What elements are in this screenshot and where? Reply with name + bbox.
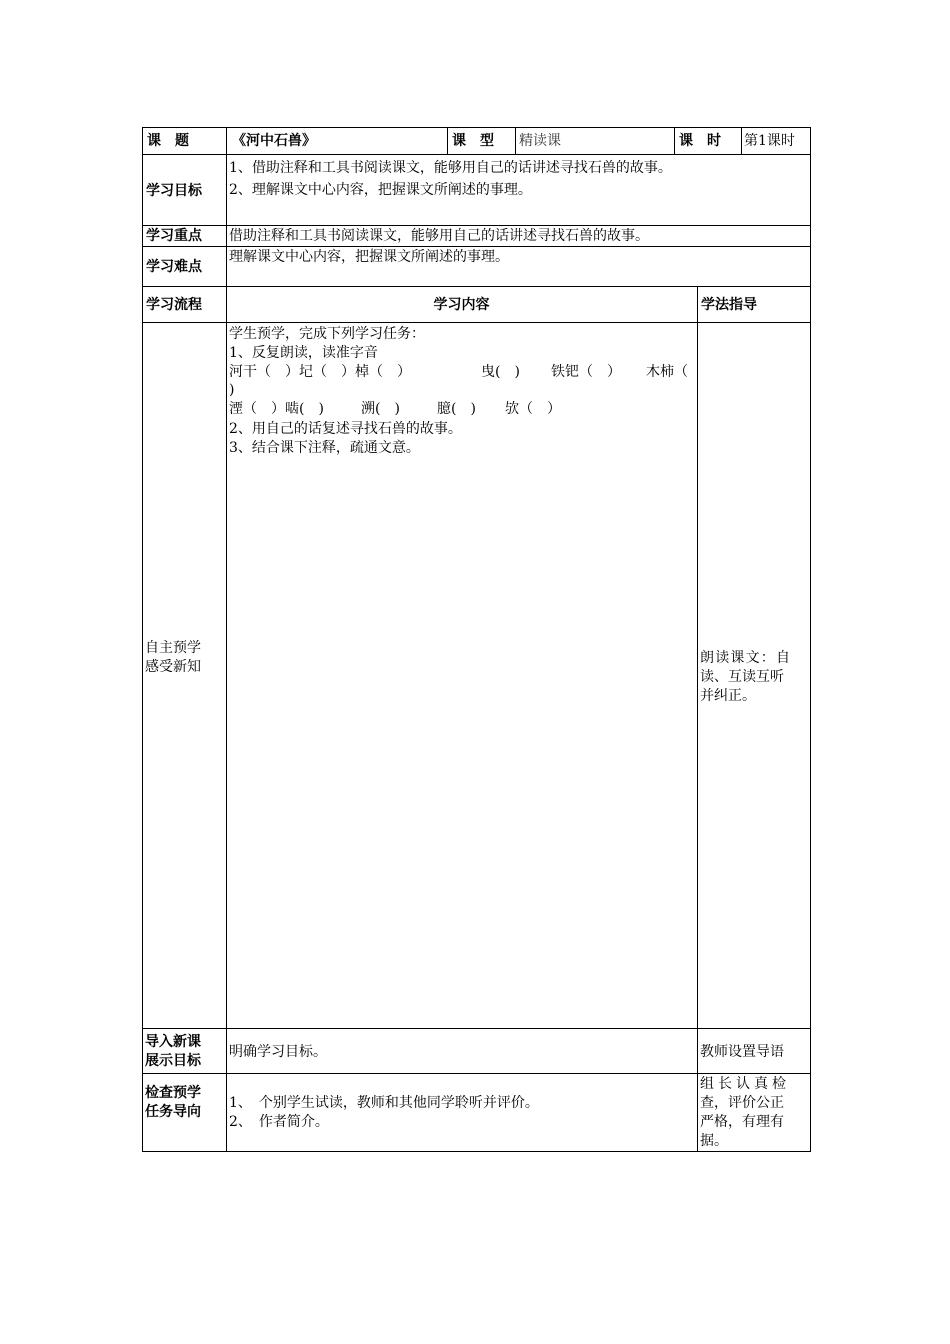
difficulty-text: 理解课文中心内容，把握课文所阐述的事理。 [229, 249, 509, 265]
row2-process-line-1: 导入新课 [145, 1034, 201, 1050]
ke-shi-value: 第1课时 [744, 133, 795, 149]
vline [741, 127, 742, 155]
vline [697, 286, 698, 1152]
pron-item: 欤（ ） [505, 401, 561, 417]
ke-shi-label: 课 时 [679, 133, 721, 149]
hline [142, 246, 811, 247]
row3-content-line-2: 2、 作者简介。 [229, 1114, 329, 1130]
pron-item: 铁钯（ ） [551, 364, 621, 380]
row3-process-line-2: 任务导向 [145, 1104, 201, 1120]
row1-guide-line-2: 读、互读互听 [700, 669, 784, 685]
row1-process-line-2: 感受新知 [145, 659, 201, 675]
row2-process-line-2: 展示目标 [145, 1053, 201, 1069]
column-process: 学习流程 [146, 297, 202, 313]
ke-xing-label: 课 型 [452, 133, 494, 149]
hline [142, 1073, 811, 1074]
goal-line-2: 2、理解课文中心内容，把握课文所阐述的事理。 [229, 182, 532, 198]
column-guide: 学法指导 [701, 297, 757, 313]
row1-process-line-1: 自主预学 [145, 640, 201, 656]
pronunciation-row-2 [229, 400, 695, 419]
vline [447, 127, 448, 155]
hline [142, 225, 811, 226]
row3-guide-line-1: 组长认真检 [700, 1076, 790, 1092]
ke-ti-label: 课 题 [147, 133, 189, 149]
hline [142, 127, 811, 128]
row3-process-line-1: 检查预学 [145, 1085, 201, 1101]
row3-guide-line-3: 严格，有理有 [700, 1114, 784, 1130]
hline [142, 1028, 811, 1029]
ke-xing-value: 精读课 [519, 133, 561, 149]
focus-label: 学习重点 [146, 228, 202, 244]
hline [142, 1151, 811, 1152]
row1-guide-line-1: 朗读课文：自 [700, 650, 792, 666]
pron-item: 河干（ ）圮（ ）棹（ ） [229, 364, 411, 380]
vline [515, 127, 516, 155]
row1-content-line-4: ) [229, 382, 235, 398]
pron-item: 木柿（ [646, 364, 688, 380]
pron-item: 湮（ ）啮( ) [229, 401, 324, 417]
row1-content-line-2: 1、反复朗读，读准字音 [229, 345, 378, 361]
vline [674, 127, 675, 155]
row2-guide-line-1: 教师设置导语 [700, 1044, 784, 1060]
row1-guide-line-3: 并纠正。 [700, 688, 756, 704]
column-content: 学习内容 [433, 297, 490, 313]
row3-content-line-1: 1、 个别学生试读，教师和其他同学聆听并评价。 [229, 1095, 539, 1111]
hline [142, 286, 811, 287]
row1-content-line-7: 3、结合课下注释，疏通文意。 [229, 440, 420, 456]
vline [226, 127, 227, 1152]
pron-item: 臆( ) [437, 401, 476, 417]
goals-label: 学习目标 [146, 183, 202, 199]
row3-guide-line-4: 据。 [700, 1133, 728, 1149]
row1-content-line-1: 学生预学，完成下列学习任务： [229, 326, 425, 342]
row3-guide-line-2: 查，评价公正 [700, 1095, 784, 1111]
hline [142, 322, 811, 323]
row2-content-line-1: 明确学习目标。 [229, 1044, 327, 1060]
pronunciation-row-1 [229, 363, 695, 382]
vline [142, 127, 143, 1152]
focus-text: 借助注释和工具书阅读课文，能够用自己的话讲述寻找石兽的故事。 [229, 228, 649, 244]
ke-ti-value: 《河中石兽》 [232, 133, 316, 149]
pron-item: 曳( ) [481, 364, 520, 380]
pron-item: 溯( ) [361, 401, 400, 417]
difficulty-label: 学习难点 [146, 259, 202, 275]
row1-content-line-6: 2、用自己的话复述寻找石兽的故事。 [229, 421, 462, 437]
vline [810, 127, 811, 1152]
hline [142, 154, 811, 155]
goal-line-1: 1、借助注释和工具书阅读课文，能够用自己的话讲述寻找石兽的故事。 [229, 160, 672, 176]
